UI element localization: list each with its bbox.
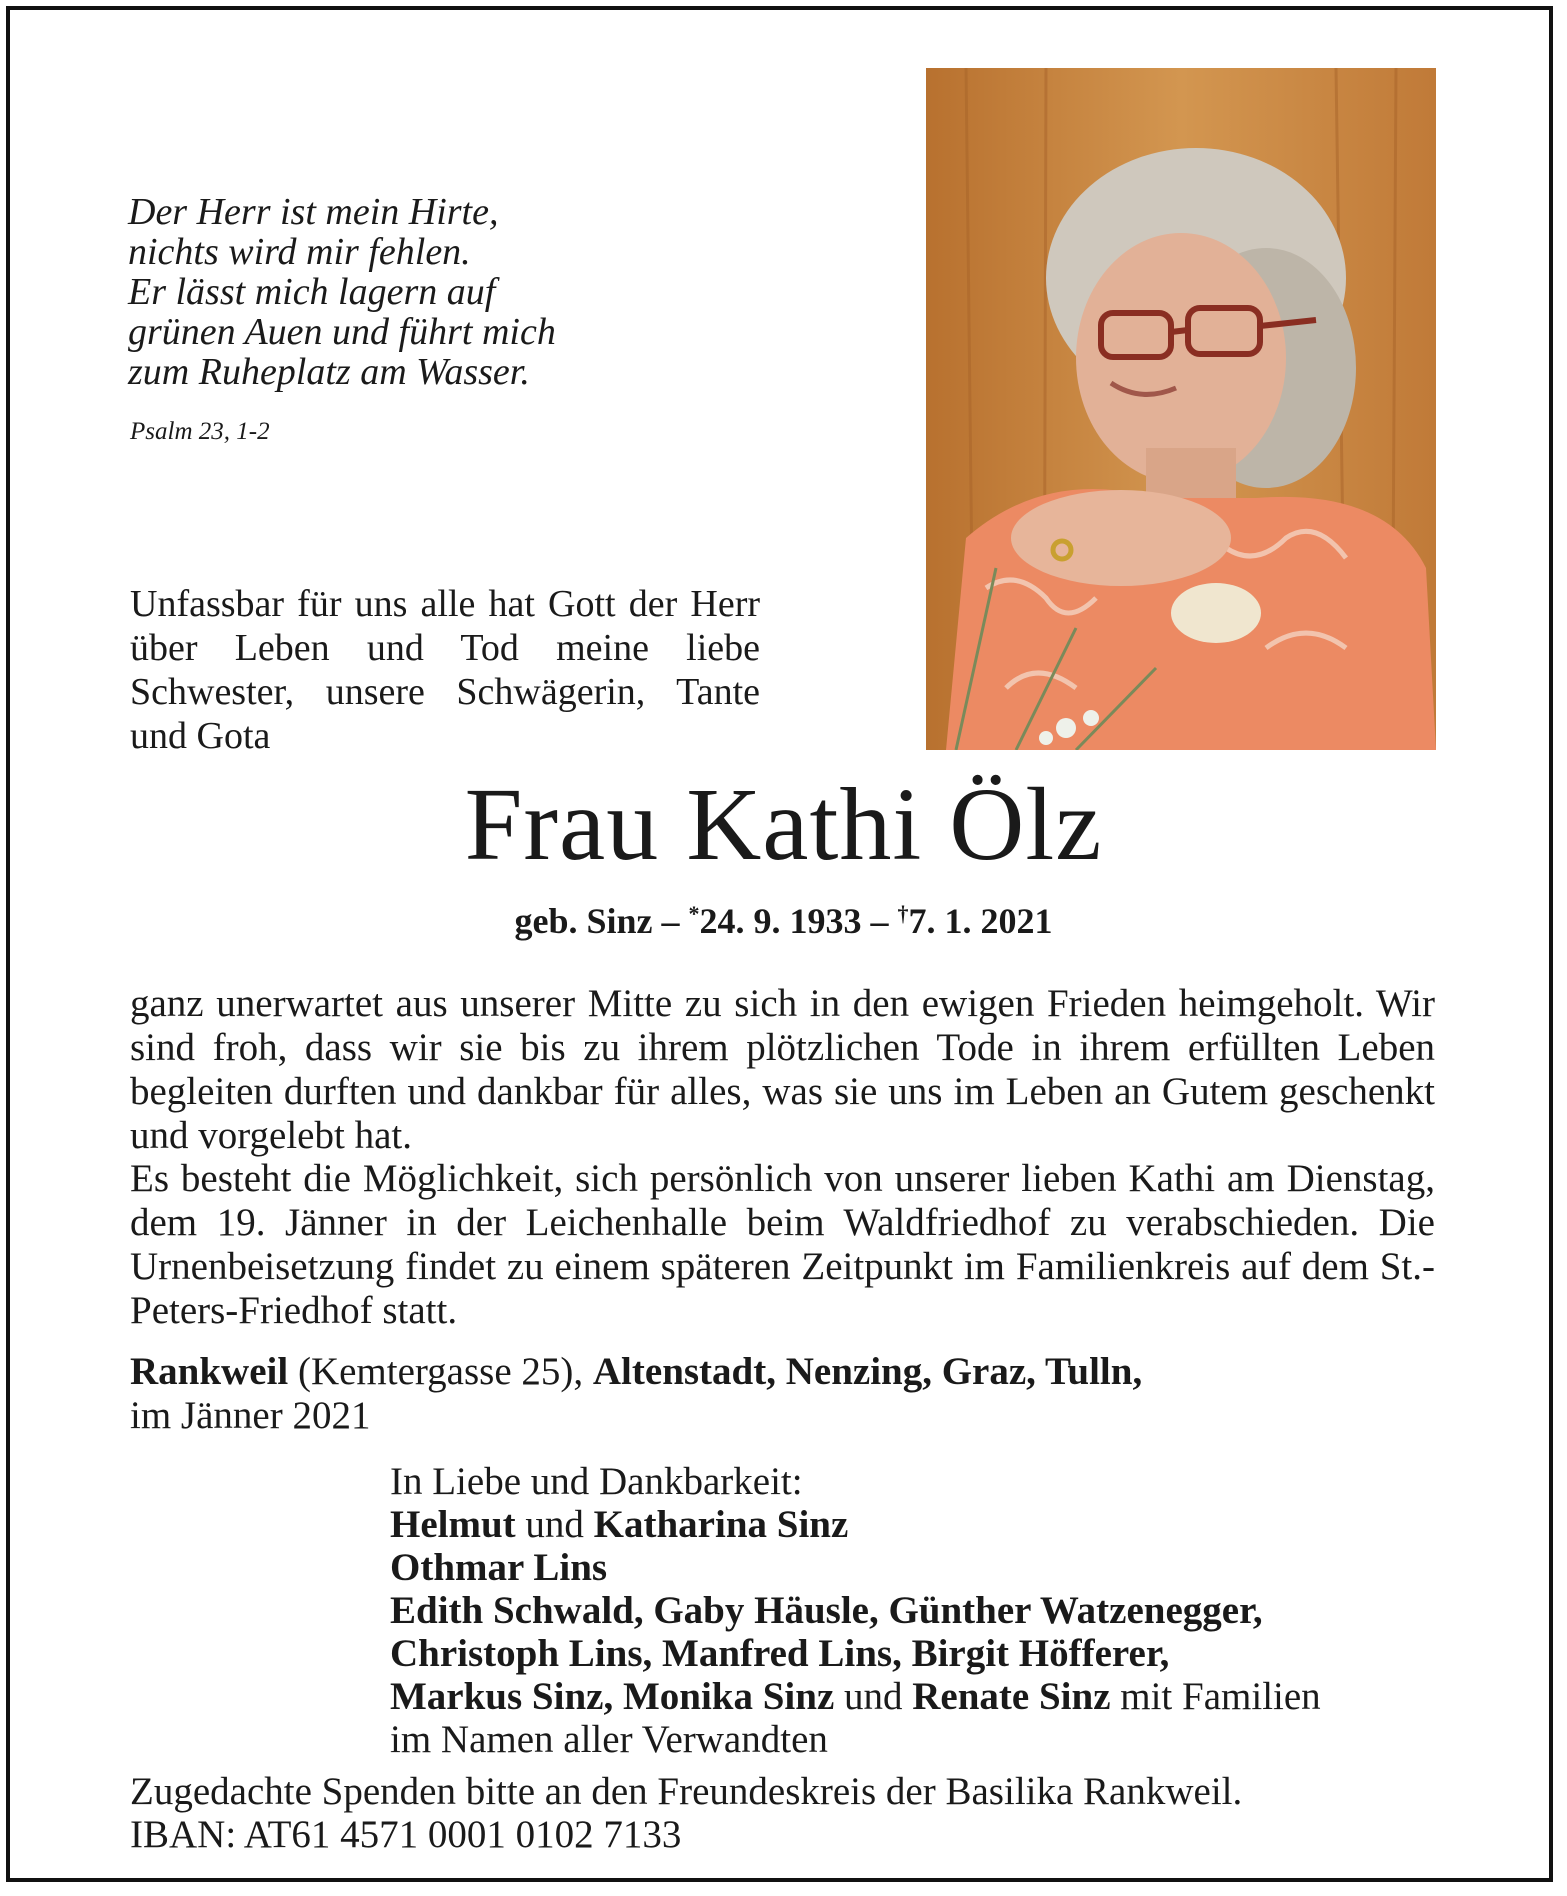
psalm-quote — [128, 192, 688, 392]
signer-name: Edith Schwald, Gaby Häusle, Günther Watzenegger, — [390, 1589, 1263, 1632]
signer-name: Markus Sinz, Monika Sinz — [390, 1675, 835, 1718]
signers-intro: In Liebe und Dankbarkeit: — [390, 1460, 803, 1503]
place-date: im Jänner 2021 — [130, 1394, 371, 1437]
conjunction: und — [525, 1503, 584, 1546]
signer-name: Helmut — [390, 1503, 516, 1546]
birth-name: geb. Sinz — [514, 901, 653, 941]
portrait-photo — [926, 68, 1436, 750]
intro-text: Unfassbar für uns alle hat Gott der Herr über Leben und Tod meine liebe Schwester, unsere Schwägerin, Tante und Gota — [130, 583, 760, 757]
signer-name: Othmar Lins — [390, 1546, 608, 1589]
psalm-reference: Psalm 23, 1-2 — [130, 418, 270, 445]
signer-name: Renate Sinz — [912, 1675, 1111, 1718]
donation-note — [130, 1770, 1430, 1856]
separator: – — [870, 901, 889, 941]
signer-row — [390, 1632, 1450, 1675]
place-others: Altenstadt, Nenzing, Graz, Tulln, — [592, 1350, 1143, 1393]
death-symbol: † — [897, 901, 909, 926]
place-main: Rankweil — [130, 1350, 289, 1393]
places-line — [130, 1350, 1330, 1438]
separator: – — [661, 901, 680, 941]
psalm-line: grünen Auen und führt mich — [128, 311, 556, 353]
signer-name: Christoph Lins, Manfred Lins, Birgit Höfferer, — [390, 1632, 1170, 1675]
psalm-line: zum Ruheplatz am Wasser. — [128, 351, 530, 393]
deceased-name: Frau Kathi Ölz — [464, 767, 1103, 882]
psalm-line: nichts wird mir fehlen. — [128, 231, 471, 273]
signer-row — [390, 1589, 1450, 1632]
signer-row — [390, 1503, 1450, 1546]
psalm-line: Der Herr ist mein Hirte, — [128, 191, 499, 233]
signer-tail: mit Familien — [1120, 1675, 1321, 1718]
signer-name: Katharina Sinz — [593, 1503, 849, 1546]
birth-date: 24. 9. 1933 — [699, 901, 862, 941]
death-date: 7. 1. 2021 — [908, 901, 1053, 941]
conjunction: und — [844, 1675, 903, 1718]
signers-closing: im Namen aller Verwandten — [390, 1718, 828, 1761]
psalm-line: Er lässt mich lagern auf — [128, 271, 496, 313]
donation-iban: IBAN: AT61 4571 0001 0102 7133 — [130, 1813, 682, 1856]
signer-row — [390, 1546, 1450, 1589]
signer-row — [390, 1675, 1450, 1718]
life-dates — [0, 900, 1567, 942]
body-paragraph-2: Es besteht die Möglichkeit, sich persönlich von unserer lieben Kathi am Dienstag, dem 19. Jänner in der Leichenhalle beim Waldfriedhof zu verabschieden. Die Urnenbeisetzung findet zu einem späteren Zeitpunkt im Familienkreis auf dem St.-Peters-Friedhof statt. — [130, 1157, 1435, 1332]
donation-text: Zugedachte Spenden bitte an den Freundeskreis der Basilika Rankweil. — [130, 1770, 1243, 1813]
birth-symbol: * — [688, 901, 700, 926]
place-address: (Kemtergasse 25), — [297, 1350, 584, 1393]
body-paragraph-1: ganz unerwartet aus unserer Mitte zu sich in den ewigen Frieden heimgeholt. Wir sind froh, dass wir sie bis zu ihrem plötzlichen Tode in ihrem erfüllten Leben begleiten durften und dankbar für alles, was sie uns im Leben an Gutem geschenkt und vorgelebt hat. — [130, 982, 1435, 1157]
signers-block — [390, 1460, 1450, 1761]
